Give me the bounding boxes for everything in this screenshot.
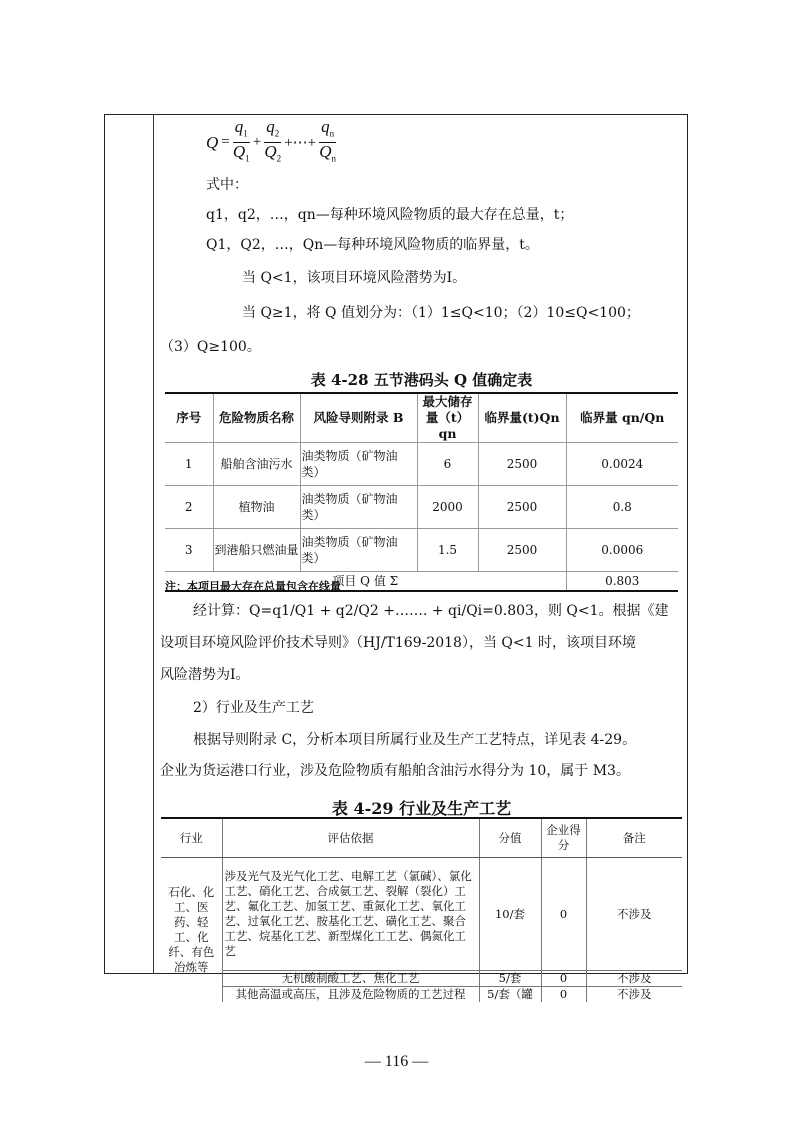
definition-q: q1，q2，…，qn—每种环境风险物质的最大存在总量，t；	[206, 207, 574, 223]
table-28	[165, 392, 678, 592]
q-formula	[206, 118, 336, 168]
cell-remark: 不涉及	[586, 987, 682, 1003]
definition-Q: Q1，Q2，…，Qn—每种环境风险物质的临界量，t。	[206, 237, 539, 253]
cell-basis: 无机酸制酸工艺、焦化工艺	[222, 971, 479, 987]
cell-remark: 不涉及	[586, 971, 682, 987]
cell-company-score: 0	[541, 971, 586, 987]
sum-label: 项目 Q 值 Σ	[165, 572, 566, 592]
header-cell: 临界量 qn/Qn	[566, 393, 678, 443]
header-cell: 临界量(t)Qn	[478, 393, 566, 443]
table-header-row	[165, 393, 678, 443]
cell-max-storage: 1.5	[417, 529, 478, 572]
cell-score: 5/套（罐	[479, 987, 541, 1003]
term-den: Q	[232, 142, 246, 162]
cell-basis: 其他高温或高压，且涉及危险物质的工艺过程	[222, 987, 479, 1003]
paragraph-2-line-1: 根据导则附录 C，分析本项目所属行业及生产工艺特点，详见表 4-29。	[193, 732, 637, 748]
cell-index: 1	[165, 443, 213, 486]
header-cell: 行业	[161, 818, 222, 858]
paragraph-1-line-2: 设项目环境风险评价技术导则》（HJ/T169-2018），当 Q<1 时，该项目环境	[160, 635, 636, 651]
formula-equals: =	[221, 134, 230, 151]
term-den-sub: n	[331, 153, 337, 164]
paragraph-1-line-1: 经计算：Q=q1/Q1 + q2/Q2 +……. + qi/Qi=0.803，则 Q<1。根据《建	[193, 603, 669, 619]
table-row	[165, 443, 678, 486]
cell-company-score: 0	[541, 858, 586, 971]
header-cell: 分值	[479, 818, 541, 858]
term-num-sub: 2	[274, 128, 280, 139]
section-heading-2: 2）行业及生产工艺	[193, 700, 314, 716]
table-28-title: 表 4-28 五节港码头 Q 值确定表	[310, 371, 533, 389]
term-num: q	[321, 117, 330, 136]
cell-company-score: 0	[541, 987, 586, 1003]
term-num: q	[234, 117, 244, 136]
cell-remark: 不涉及	[586, 858, 682, 971]
header-cell: 最大储存量（t）qn	[417, 393, 478, 443]
header-cell: 序号	[165, 393, 213, 443]
frame-divider	[153, 114, 154, 974]
cell-appendix: 油类物质（矿物油类）	[300, 486, 417, 529]
cell-appendix: 油类物质（矿物油类）	[300, 443, 417, 486]
term-den-sub: 2	[276, 153, 282, 164]
formula-lhs: Q	[206, 132, 219, 152]
term-den: Q	[264, 142, 277, 162]
formula-term-n	[319, 118, 336, 168]
term-num-sub: n	[329, 128, 335, 139]
term-den: Q	[319, 142, 332, 162]
cell-index: 3	[165, 529, 213, 572]
cell-max-storage: 2000	[417, 486, 478, 529]
cell-critical: 2500	[478, 443, 566, 486]
condition-1: 当 Q<1，该项目环境风险潜势为Ⅰ。	[242, 270, 467, 286]
cell-critical: 2500	[478, 529, 566, 572]
table-row	[165, 529, 678, 572]
cell-substance: 船舶含油污水	[213, 443, 300, 486]
condition-2b: （3）Q≥100。	[160, 339, 261, 355]
formula-ellipsis: +⋯+	[284, 135, 317, 152]
table-header-row	[161, 818, 682, 858]
cell-max-storage: 6	[417, 443, 478, 486]
table-row	[161, 971, 682, 987]
table-29-title: 表 4-29 行业及生产工艺	[331, 799, 512, 818]
term-num: q	[266, 117, 275, 136]
table-row	[165, 486, 678, 529]
header-cell: 评估依据	[222, 818, 479, 858]
cell-score: 10/套	[479, 858, 541, 971]
header-cell: 备注	[586, 818, 682, 858]
condition-2a: 当 Q≥1，将 Q 值划分为：（1）1≤Q<10；（2）10≤Q<100；	[242, 305, 640, 321]
cell-ratio: 0.8	[566, 486, 678, 529]
where-label: 式中：	[206, 177, 248, 193]
cell-ratio: 0.0006	[566, 529, 678, 572]
cell-score: 5/套	[479, 971, 541, 987]
header-cell: 风险导则附录 B	[300, 393, 417, 443]
page-number: — 116 —	[364, 1053, 429, 1070]
cell-basis: 涉及光气及光气化工艺、电解工艺（氯碱）、氯化工艺、硝化工艺、合成氨工艺、裂解（裂化）工艺、氟化工艺、加氢工艺、重氮化工艺、氧化工艺、过氧化工艺、胺基化工艺、磺化工艺、聚合工艺、烷基化工艺、新型煤化工工艺、偶氮化工艺	[222, 858, 479, 971]
formula-term-1	[233, 118, 250, 168]
cell-appendix: 油类物质（矿物油类）	[300, 529, 417, 572]
table-row	[161, 858, 682, 971]
paragraph-1-line-3: 风险潜势为Ⅰ。	[160, 667, 250, 683]
header-cell: 企业得分	[541, 818, 586, 858]
formula-plus: +	[252, 134, 262, 151]
cell-substance: 到港船只燃油量	[213, 529, 300, 572]
cell-index: 2	[165, 486, 213, 529]
term-den-sub: 1	[245, 153, 250, 164]
header-cell: 危险物质名称	[213, 393, 300, 443]
term-num-sub: 1	[243, 128, 248, 139]
sum-value: 0.803	[566, 572, 678, 592]
cell-ratio: 0.0024	[566, 443, 678, 486]
formula-term-2	[264, 118, 281, 168]
cell-substance: 植物油	[213, 486, 300, 529]
table-28-note: 注：本项目最大存在总量包含在线量	[165, 580, 341, 593]
paragraph-2-line-2: 企业为货运港口行业，涉及危险物质有船舶含油污水得分为 10，属于 M3。	[160, 763, 630, 779]
cell-critical: 2500	[478, 486, 566, 529]
table-row	[161, 987, 682, 1003]
table-29	[161, 817, 682, 1002]
cell-industry: 石化、化工、医药、轻工、化纤、有色冶炼等	[161, 858, 222, 1003]
